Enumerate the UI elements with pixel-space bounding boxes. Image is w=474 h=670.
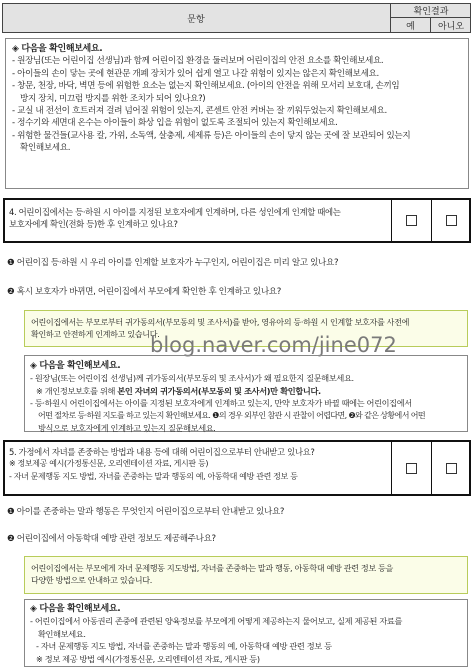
privacy-bold: 본인 자녀의 귀가동의서(부모동의 및 조사서)만 확인합니다. <box>117 385 321 396</box>
check-line: - 아이들의 손이 닿는 곳에 현관문 개폐 장치가 있어 쉽게 열고 나갈 위험이 있지는 않은지 확인해보세요. <box>12 68 379 79</box>
question-5-line: - 자녀 문제행동 지도 방법, 자녀를 존중하는 말과 행동의 예, 아동학대 예방 관련 정보 등 <box>9 471 298 481</box>
question-5-sub-2 <box>7 533 216 545</box>
check-box-title: ◈ 다음을 확인해보세요. <box>12 44 103 54</box>
check-box-safety <box>5 38 469 189</box>
checkbox-icon[interactable] <box>446 215 457 226</box>
check-line: - 교실 내 전선이 흐트러져 걸려 넘어질 위험이 있는지, 콘센트 안전 커버는 잘 끼워두었는지 확인해보세요. <box>12 106 387 117</box>
header-result-cell <box>391 3 471 18</box>
blog-watermark: blog.naver.com/jine072 <box>150 333 397 357</box>
check-line: - 원장님(또는 어린이집 선생님)과 함께 어린이집 환경을 둘러보며 어린이집의 안전 요소를 확인해보세요. <box>12 56 384 67</box>
check-line: - 위험한 물건들(교사용 칼, 가위, 소독액, 살충제, 세제류 등)은 아이들의 손이 닿지 않는 곳에 잘 보관되어 있는지 <box>12 130 411 141</box>
question-4-yes-checkbox[interactable] <box>391 198 431 243</box>
question-5-line: 5. 가정에서 자녀를 존중하는 방법과 내용 등에 대해 어린이집으로부터 안내받고 있나요? <box>9 447 315 457</box>
info-note-line: 확인하고 안전하게 인계하고 있습니다. <box>31 329 160 340</box>
check-line: - 창문, 천장, 바닥, 벽면 등에 위험한 요소는 없는지 확인해보세요. (아이의 안전을 위해 모서리 보호대, 손끼임 <box>12 81 400 92</box>
header-question-label: 문항 <box>187 14 205 25</box>
check-box-pickup <box>24 355 468 432</box>
privacy-prefix: ※ 개인정보보호를 위해 <box>36 385 118 396</box>
check-line-privacy <box>30 385 462 397</box>
checkbox-icon[interactable] <box>406 463 417 474</box>
check-line: 어떤 절차로 등·하원 지도를 하고 있는지 확인해보세요. ❶의 경우 외부인 참관 시 관찰이 어렵다면, ❷와 같은 상황에서 어떤 <box>38 410 426 420</box>
question-4-sub-1 <box>7 257 338 269</box>
sub-question-text: ❶ 아이를 존중하는 말과 행동은 무엇인지 어린이집으로부터 안내받고 있나요? <box>7 507 285 517</box>
info-note-line: 다양한 방법으로 안내하고 있습니다. <box>31 575 152 586</box>
check-line: 확인해보세요. <box>20 143 71 154</box>
header-yes-cell <box>391 18 431 33</box>
info-note-line: 어린이집에서는 부모에게 자녀 문제행동 지도방법, 자녀를 존중하는 말과 행동, 아동학대 예방 관련 정보 등을 <box>31 563 393 573</box>
check-line: 방식으로 보호자에게 인계하고 있는지 질문해보세요. <box>38 423 216 434</box>
question-4-no-checkbox[interactable] <box>431 198 471 243</box>
question-4-line: 보호자에게 확인(전화 등)한 후 인계하고 있나요? <box>9 219 178 230</box>
check-line: - 정수기와 세면대 온수는 아이들이 화상 입을 위험이 없도록 조절되어 있는지 확인해보세요. <box>12 118 338 129</box>
question-5-text <box>9 446 389 483</box>
question-5-yes-checkbox[interactable] <box>391 440 431 496</box>
check-box-title: ◈ 다음을 확인해보세요. <box>30 604 121 614</box>
header-no-label: 아니오 <box>437 22 465 32</box>
sub-question-text: ❷ 혹시 보호자가 바뀌면, 어린이집에서 부모에게 확인한 후 인계하고 있나요? <box>7 287 281 297</box>
question-4-line: 4. 어린이집에서는 등·하원 시 아이를 지정된 보호자에게 인계하며, 다른 성인에게 인계할 때에는 <box>9 207 341 217</box>
header-result-label: 확인결과 <box>413 6 449 17</box>
question-5-no-checkbox[interactable] <box>431 440 471 496</box>
checkbox-icon[interactable] <box>406 215 417 226</box>
check-line: 방지 장치, 미끄럼 방지를 위한 조치가 되어 있나요?) <box>20 93 206 104</box>
question-5-sub-1 <box>7 506 284 518</box>
question-4-sub-2 <box>7 286 281 298</box>
header-question-cell <box>2 3 391 33</box>
check-line: - 어린이집에서 아동권리 존중에 관련된 양육정보를 부모에게 어떻게 제공하는지 물어보고, 실제 제공된 자료를 <box>30 616 403 627</box>
info-note-line: 어린이집에서는 부모로부터 귀가동의서(부모동의 및 조사서)를 받아, 영유아의 등·하원 시 인계할 보호자를 사전에 <box>31 317 410 327</box>
question-5-line: ※ 정보제공 예시(가정통신문, 오리엔테이션 자료, 게시판 등) <box>9 459 209 469</box>
sub-question-text: ❷ 어린이집에서 아동학대 예방 관련 정보도 제공해주나요? <box>7 534 216 544</box>
check-line: 확인해보세요. <box>38 628 86 639</box>
check-line: - 원장님(또는 어린이집 선생님)께 귀가동의서(부모동의 및 조사서)가 왜 필요한지 질문해보세요. <box>30 373 354 384</box>
check-box-title: ◈ 다음을 확인해보세요. <box>30 361 121 371</box>
check-box-info <box>24 599 468 667</box>
header-no-cell <box>431 18 471 33</box>
checkbox-icon[interactable] <box>446 463 457 474</box>
check-line: - 등·하원시 어린이집에서는 아이를 지정된 보호자에게 인계하고 있는지, 만약 보호자가 바뀔 때에는 어린이집에서 <box>30 398 412 409</box>
info-note-2 <box>24 556 468 594</box>
question-4-text <box>9 206 389 231</box>
sub-question-text: ❶ 어린이집 등·하원 시 우리 아이를 인계할 보호자가 누구인지, 어린이집은 미리 알고 있나요? <box>7 258 339 268</box>
check-line: ※ 정보 제공 방법 예시(가정통신문, 오리엔테이션 자료, 게시판 등) <box>36 653 260 664</box>
header-yes-label: 예 <box>406 22 415 32</box>
check-line: - 자녀 문제행동 지도 방법, 자녀를 존중하는 말과 행동의 예, 아동학대 예방 관련 정보 등 <box>36 641 332 652</box>
